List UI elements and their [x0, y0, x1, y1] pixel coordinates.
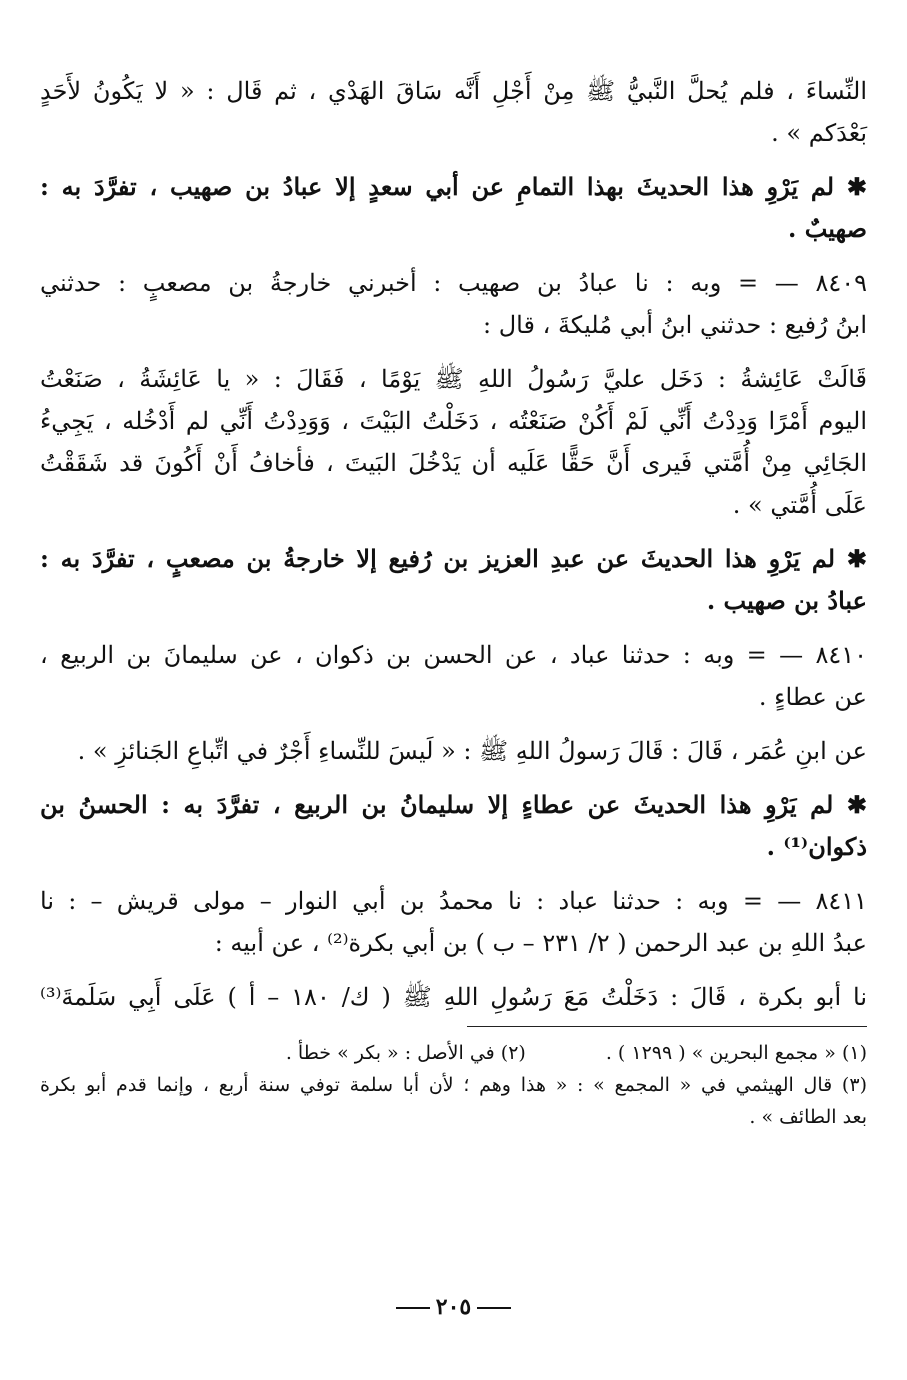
- chain-line: عن عطاءٍ .: [758, 683, 867, 711]
- text-line: قَالَتْ عَائِشةُ : دَخَل عليَّ رَسُولُ اللهِ ﷺ يَوْمًا ، فَقَالَ : « يا عَائِشَةُ ، صَنَعْتُ: [40, 365, 867, 393]
- note-line: صهيبٌ .: [788, 214, 867, 243]
- hadith-8409-text: [40, 358, 867, 526]
- text-line: نا أبو بكرة ، قَالَ : دَخَلْتُ مَعَ رَسُولِ اللهِ ﷺ ( ك/ ١٨٠ – أ ) عَلَى أَبِي سَلَمةَ⁽³⁾: [40, 983, 868, 1011]
- footnote-3-line: بعد الطائف » .: [749, 1106, 867, 1128]
- dash-decoration: [477, 1307, 511, 1309]
- note-line: ✱ لم يَرْوِ هذا الحديثَ عن عطاءٍ إلا سليمانُ بن الربيع ، تفرَّدَ به : الحسنُ بن: [40, 790, 867, 819]
- note-line: عبادُ بن صهيب .: [706, 586, 867, 615]
- hadith-8410-text: [40, 730, 867, 772]
- chain-line: ٨٤١١ — = وبه : حدثنا عباد : نا محمدُ بن أبي النوار – مولى قريش – : نا: [40, 887, 867, 915]
- hadith-8410-chain: [40, 634, 867, 718]
- footnote-3-line: (٣) قال الهيثمي في « المجمع » : « هذا وهم ؛ لأن أبا سلمة توفي سنة أربع ، وإنما قدم أبو بكرة: [40, 1074, 867, 1096]
- chain-line: ٨٤١٠ — = وبه : حدثنا عباد ، عن الحسن بن ذكوان ، عن سليمانَ بن الربيع ،: [40, 641, 867, 669]
- text-line: بَعْدَكم » .: [771, 119, 867, 147]
- hadith-8411-chain: [40, 880, 867, 964]
- text-line: النِّساءَ ، فلم يُحلَّ النَّبيُّ ﷺ مِنْ أَجْلِ أَنَّه سَاقَ الهَدْي ، ثم قَال : « لا يَكُونُ لأَحَدٍ: [40, 77, 867, 105]
- footnotes-row: [40, 1037, 867, 1069]
- chain-line: ابنُ رُفيع : حدثني ابنُ أبي مُليكةَ ، قال :: [483, 311, 867, 339]
- hadith-8409-chain: [40, 262, 867, 346]
- narration-note: [40, 784, 867, 868]
- note-line: ذكوان⁽¹⁾ .: [766, 832, 867, 861]
- note-line: ✱ لم يَرْوِ هذا الحديثَ بهذا التمامِ عن أبي سعدٍ إلا عبادُ بن صهيب ، تفرَّدَ به :: [40, 172, 867, 201]
- dash-decoration: [396, 1307, 430, 1309]
- text-line: عن ابنِ عُمَر ، قَالَ : قَالَ رَسولُ اللهِ ﷺ : « لَيسَ للنِّساءِ أَجْرٌ في اتِّباعِ الجَنائزِ » .: [77, 737, 867, 765]
- chain-line: ٨٤٠٩ — = وبه : نا عبادُ بن صهيب : أخبرني خارجةُ بن مصعبٍ : حدثني: [40, 269, 867, 297]
- note-line: ✱ لم يَرْوِ هذا الحديثَ عن عبدِ العزيز بن رُفيع إلا خارجةُ بن مصعبٍ ، تفرَّدَ به :: [40, 544, 867, 573]
- text-paragraph: [40, 70, 867, 154]
- footnote-2: (٢) في الأصل : « بكر » خطأ .: [285, 1042, 526, 1064]
- footnote-separator: [467, 1026, 867, 1027]
- chain-line: عبدُ اللهِ بن عبد الرحمن ( ٢/ ٢٣١ – ب ) بن أبي بكرة⁽²⁾ ، عن أبيه :: [214, 929, 867, 957]
- page-number-text: ٢٠٥: [435, 1294, 472, 1320]
- text-line: عَلَى أُمَّتي » .: [732, 491, 867, 519]
- hadith-8411-text: [40, 976, 867, 1018]
- narration-note: [40, 538, 867, 622]
- narration-note: [40, 166, 867, 250]
- footnote-1: (١) « مجمع البحرين » ( ١٢٩٩ ) .: [605, 1042, 867, 1064]
- text-line: اليوم أَمْرًا وَدِدْتُ أَنِّي لَمْ أَكُنْ صَنَعْتُه ، دَخَلْتُ البَيْتَ ، وَوَدِدْتُ أَنِّي لم أَدْخُله ، يَجِيءُ: [40, 407, 867, 435]
- page-number: [0, 1294, 907, 1320]
- text-line: الجَائِي مِنْ أُمَّتي فَيرى أَنَّ حَقًّا عَلَيه أن يَدْخُلَ البَيتَ ، فأخافُ أَنْ أَكُونَ قد شَقَقْتُ: [40, 449, 867, 477]
